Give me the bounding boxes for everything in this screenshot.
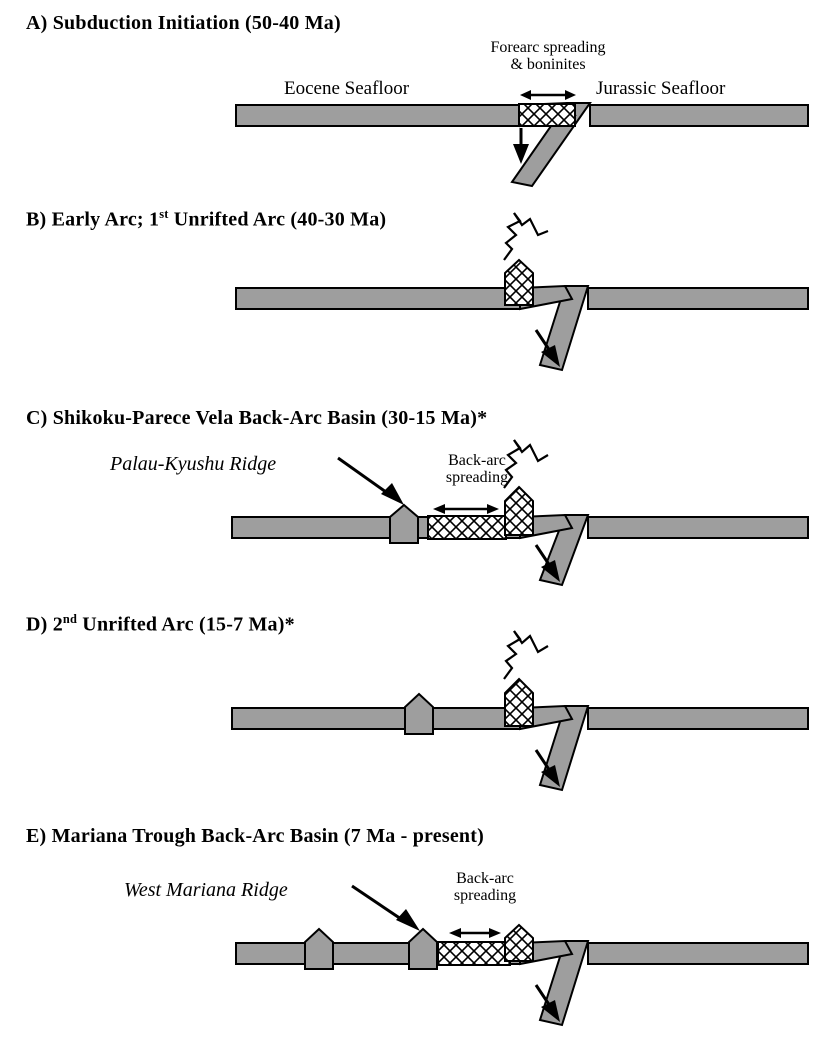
- panel-c-backarc-basin: [428, 516, 506, 539]
- panel-d-eruption-plume-right: [514, 631, 548, 652]
- panel-e-cross-section: [0, 813, 829, 1044]
- panel-c: [0, 395, 829, 600]
- panel-e-backarc-spreading-label: Back-arc spreading: [453, 870, 517, 904]
- panel-b-title-post: Unrifted Arc (40-30 Ma): [168, 208, 387, 231]
- panel-b-title-sup: st: [159, 207, 169, 221]
- panel-a-title-text: Subduction Initiation (50-40 Ma): [52, 12, 341, 34]
- panel-c-cross-section: [0, 395, 829, 600]
- panel-e-title-text: Mariana Trough Back-Arc Basin (7 Ma - present): [51, 825, 484, 847]
- panel-d-lower-plate: [588, 708, 808, 729]
- panel-e: [0, 813, 829, 1044]
- panel-a-upper-plate: [236, 105, 520, 126]
- panel-b-title-pre: Early Arc; 1: [51, 208, 160, 231]
- panel-b-letter: B): [26, 208, 47, 231]
- panel-c-lower-plate: [588, 517, 808, 538]
- panel-a: [0, 0, 829, 195]
- panel-e-ridge-pointer-arrow: [352, 886, 420, 931]
- panel-a-cross-section: [0, 0, 829, 195]
- panel-e-remnant-arc-ridge-older: [305, 929, 333, 969]
- panel-c-arc-volcano: [505, 487, 533, 535]
- panel-b-lower-plate: [588, 288, 808, 309]
- panel-d-arc-volcano: [505, 679, 533, 726]
- panel-c-title-text: Shikoku-Parece Vela Back-Arc Basin (30-15 Ma)*: [52, 407, 488, 429]
- panel-d-title-post: Unrifted Arc (15-7 Ma)*: [77, 613, 295, 636]
- panel-e-lower-plate: [588, 943, 808, 964]
- panel-a-letter: A): [26, 12, 48, 34]
- panel-e-spreading-arrow: [449, 928, 501, 938]
- panel-a-eocene-seafloor-label: Eocene Seafloor: [284, 78, 410, 99]
- panel-b-arc-volcano: [505, 260, 533, 305]
- panel-c-spreading-arrow: [433, 504, 499, 514]
- panel-a-jurassic-seafloor-label: Jurassic Seafloor: [596, 78, 726, 99]
- panel-a-forearc-spreading-label: Forearc spreading & boninites: [490, 39, 606, 73]
- panel-c-backarc-spreading-label: Back-arc spreading: [445, 452, 509, 486]
- panel-d-upper-plate: [232, 708, 520, 729]
- panel-e-arc-volcano: [505, 925, 533, 961]
- panel-c-ridge-pointer-arrow: [338, 458, 404, 505]
- panel-c-letter: C): [26, 407, 48, 429]
- panel-a-forearc-spreading-zone: [519, 104, 575, 126]
- panel-b: [0, 195, 829, 395]
- panel-e-west-mariana-ridge-label: West Mariana Ridge: [124, 879, 288, 901]
- panel-e-letter: E): [26, 825, 47, 847]
- panel-a-lower-plate: [590, 105, 808, 126]
- panel-e-backarc-basin: [438, 942, 510, 965]
- panel-d-remnant-arc-ridge: [405, 694, 433, 734]
- panel-d: [0, 600, 829, 813]
- panel-b-upper-plate: [236, 288, 520, 309]
- panel-d-cross-section: [0, 600, 829, 813]
- panel-d-title-pre: 2: [52, 613, 63, 636]
- panel-a-spreading-arrow: [520, 90, 576, 100]
- panel-c-palau-kyushu-ridge-label: Palau-Kyushu Ridge: [110, 453, 277, 475]
- panel-d-title-sup: nd: [62, 612, 78, 626]
- panel-b-cross-section: [0, 195, 829, 395]
- panel-c-eruption-plume-right: [514, 440, 548, 461]
- panel-c-remnant-arc-ridge: [390, 505, 418, 543]
- panel-d-letter: D): [26, 613, 48, 636]
- panel-e-west-mariana-ridge: [409, 929, 437, 969]
- panel-a-subduction-arrow: [513, 128, 529, 164]
- panel-b-eruption-plume-right: [514, 213, 548, 235]
